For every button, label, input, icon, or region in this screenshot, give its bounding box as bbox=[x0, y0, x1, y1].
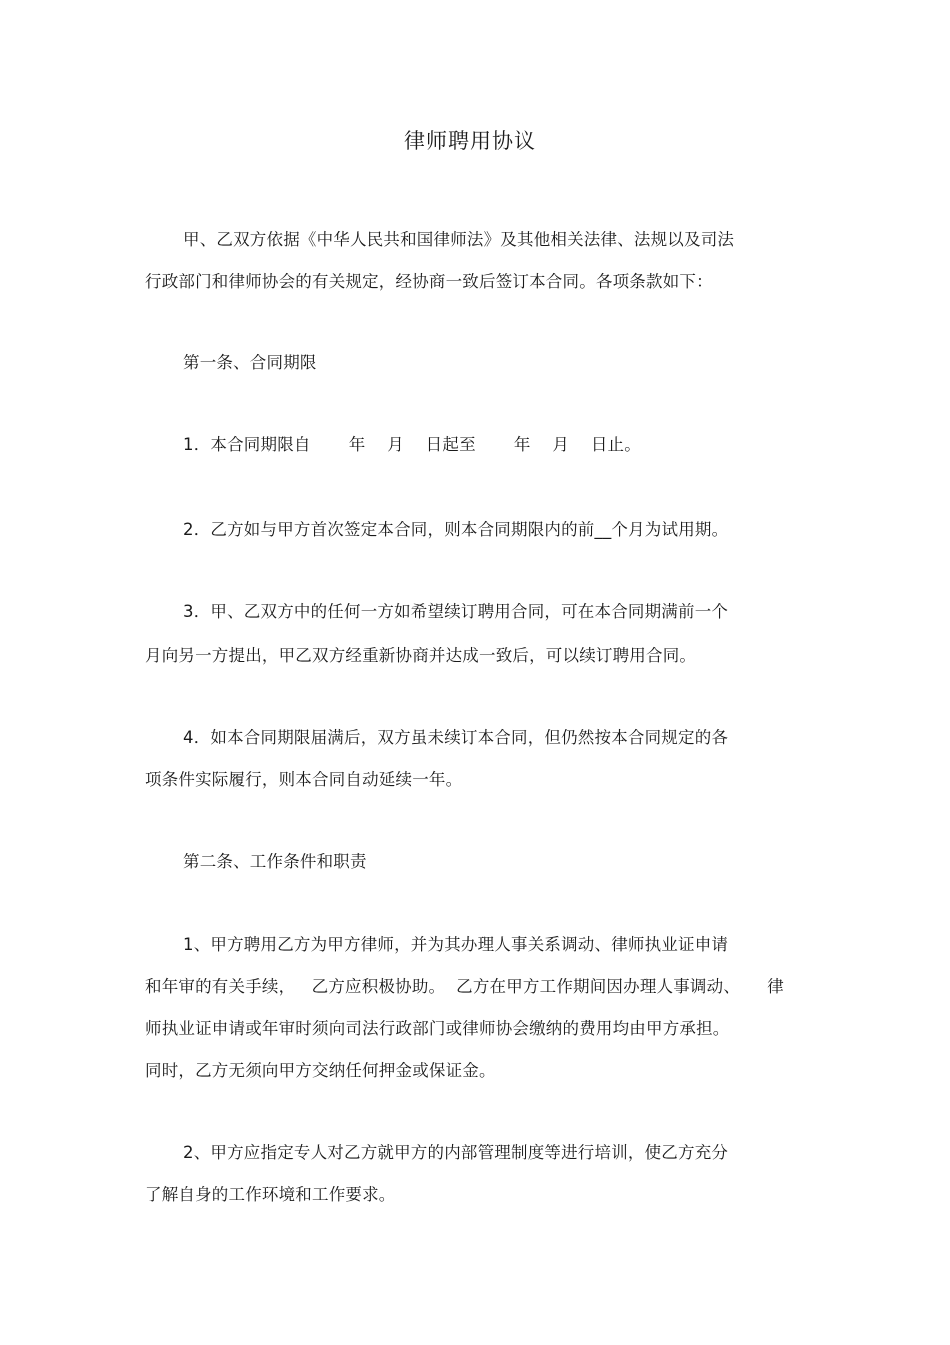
preamble-line-2: 行政部门和律师协会的有关规定，经协商一致后签订本合同。各项条款如下： bbox=[145, 272, 713, 291]
article-1-item-4-line-1: 4．如本合同期限届满后，双方虽未续订本合同，但仍然按本合同规定的各 bbox=[183, 728, 729, 747]
article-1-item-3-line-2: 月向另一方提出，甲乙双方经重新协商并达成一致后，可以续订聘用合同。 bbox=[145, 646, 697, 665]
article-1-item-1: 1．本合同期限自 年 月 日起至 年 月 日止。 bbox=[183, 435, 641, 454]
article-2-item-2-line-2: 了解自身的工作环境和工作要求。 bbox=[145, 1185, 396, 1204]
article-1-item-2: 2．乙方如与甲方首次签定本合同，则本合同期限内的前__个月为试用期。 bbox=[183, 520, 729, 539]
document-title: 律师聘用协议 bbox=[404, 129, 536, 153]
preamble-line-1: 甲、乙双方依据《中华人民共和国律师法》及其他相关法律、法规以及司法 bbox=[183, 230, 735, 249]
article-1-item-4-line-2: 项条件实际履行，则本合同自动延续一年。 bbox=[145, 770, 463, 789]
article-1-heading: 第一条、合同期限 bbox=[183, 353, 317, 372]
article-2-item-1-line-2: 和年审的有关手续， 乙方应积极协助。 乙方在甲方工作期间因办理人事调动、 律 bbox=[145, 977, 784, 996]
article-1-item-3-line-1: 3．甲、乙双方中的任何一方如希望续订聘用合同，可在本合同期满前一个 bbox=[183, 602, 729, 621]
article-2-heading: 第二条、工作条件和职责 bbox=[183, 852, 367, 871]
article-2-item-1-line-4: 同时，乙方无须向甲方交纳任何押金或保证金。 bbox=[145, 1061, 496, 1080]
article-2-item-2-line-1: 2、甲方应指定专人对乙方就甲方的内部管理制度等进行培训，使乙方充分 bbox=[183, 1143, 729, 1162]
article-2-item-1-line-1: 1、甲方聘用乙方为甲方律师，并为其办理人事关系调动、律师执业证申请 bbox=[183, 935, 729, 954]
article-2-item-1-line-3: 师执业证申请或年审时须向司法行政部门或律师协会缴纳的费用均由甲方承担。 bbox=[145, 1019, 730, 1038]
